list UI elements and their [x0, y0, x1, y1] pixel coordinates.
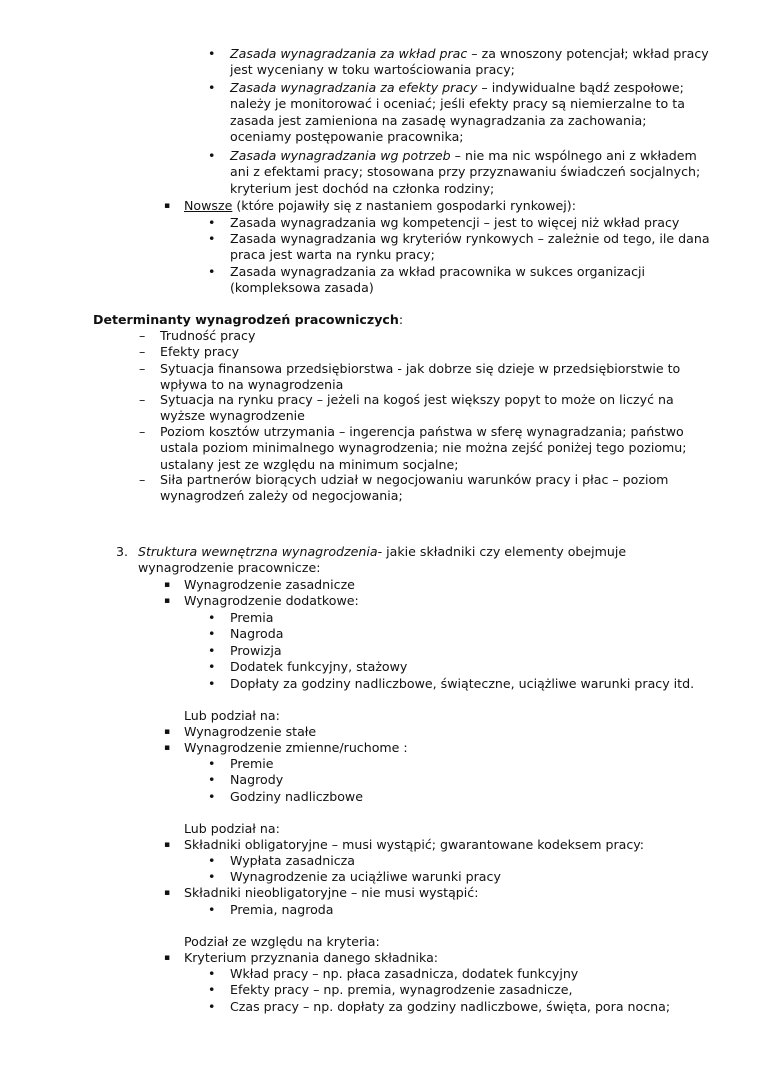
- section-3-heading: [116, 544, 658, 577]
- list-item-nowsze: [164, 198, 704, 214]
- dash-icon: –: [139, 344, 146, 359]
- item-text: Wynagrodzenie dodatkowe:: [184, 593, 359, 608]
- section-text: - jakie składniki czy elementy obejmuje wynagrodzenie pracownicze:: [138, 544, 627, 576]
- item-text: Wkład pracy – np. płaca zasadnicza, dodatek funkcyjny: [230, 966, 579, 981]
- bullet-icon: •: [208, 231, 216, 246]
- list-item: [164, 577, 704, 593]
- dash-icon: –: [139, 328, 146, 343]
- dash-icon: –: [139, 424, 146, 439]
- item-text: Wynagrodzenie stałe: [184, 724, 317, 739]
- section-term: Struktura wewnętrzna wynagrodzenia: [138, 544, 378, 559]
- item-text: Poziom kosztów utrzymania – ingerencja państwa w sferę wynagradzania; państwo ustala poziom minimalnego wynagrodzenia; nie można zejść poniżej tego poziomu; ustalany jest ze względu na minimum socjalne;: [160, 424, 687, 472]
- dash-icon: –: [139, 361, 146, 376]
- square-bullet-icon: ▪: [164, 201, 171, 211]
- subheading: Podział ze względu na kryteria:: [184, 934, 380, 949]
- list-item: [208, 966, 710, 982]
- list-item: [208, 789, 710, 805]
- item-text: Wypłata zasadnicza: [230, 853, 355, 868]
- heading-text: Determinanty wynagrodzeń pracowniczych: [93, 312, 399, 327]
- square-bullet-icon: ▪: [164, 727, 171, 737]
- item-text: Wynagrodzenie za uciążliwe warunki pracy: [230, 869, 501, 884]
- list-item: [208, 853, 710, 869]
- list-item: [208, 772, 710, 788]
- item-term: Zasada wynagradzania za wkład prac: [230, 46, 468, 61]
- list-item: [208, 902, 710, 918]
- item-text: Efekty pracy – np. premia, wynagrodzenie zasadnicze,: [230, 982, 573, 997]
- list-item: [139, 472, 700, 505]
- bullet-icon: •: [208, 869, 216, 884]
- heading-colon: :: [398, 312, 404, 327]
- list-item: [164, 593, 704, 609]
- item-text: Godziny nadliczbowe: [230, 789, 363, 804]
- item-text: Zasada wynagradzania wg kompetencji – jest to więcej niż wkład pracy: [230, 215, 680, 230]
- item-text: Nagrody: [230, 772, 284, 787]
- bullet-icon: •: [208, 46, 216, 61]
- item-text: (które pojawiły się z nastaniem gospodarki rynkowej):: [232, 198, 576, 213]
- bullet-icon: •: [208, 264, 216, 279]
- list-item: [208, 756, 710, 772]
- square-bullet-icon: ▪: [164, 596, 171, 606]
- item-term: Zasada wynagradzania za efekty pracy: [230, 80, 478, 95]
- item-text: Dopłaty za godziny nadliczbowe, świąteczne, uciążliwe warunki pracy itd.: [230, 676, 695, 691]
- list-item: [164, 740, 704, 756]
- list-item: [208, 659, 710, 675]
- item-text: Sytuacja finansowa przedsiębiorstwa - jak dobrze się dzieje w przedsiębiorstwie to wpływa to na wynagrodzenia: [160, 361, 681, 393]
- dash-icon: –: [139, 472, 146, 487]
- list-item: [208, 982, 710, 998]
- list-item: [139, 361, 700, 394]
- bullet-icon: •: [208, 853, 216, 868]
- item-text: Prowizja: [230, 643, 282, 658]
- square-bullet-icon: ▪: [164, 888, 171, 898]
- item-text: – nie ma nic wspólnego ani z wkładem ani z efektami pracy; stosowana przy przyznawaniu świadczeń socjalnych; kryterium jest dochód na członka rodziny;: [230, 148, 701, 196]
- list-item: [139, 344, 700, 360]
- item-text: Trudność pracy: [160, 328, 256, 343]
- list-item: [208, 869, 710, 885]
- item-text: Zasada wynagradzania wg kryteriów rynkowych – zależnie od tego, ile dana praca jest warta na rynku pracy;: [230, 231, 710, 263]
- bullet-icon: •: [208, 659, 216, 674]
- bullet-icon: •: [208, 999, 216, 1014]
- list-item: [208, 46, 710, 79]
- list-item: [208, 999, 710, 1015]
- item-text: Premie: [230, 756, 274, 771]
- dash-icon: –: [139, 392, 146, 407]
- subheading: Lub podział na:: [184, 708, 280, 723]
- list-item: [208, 643, 710, 659]
- item-text: Siła partnerów biorących udział w negocjowaniu warunków pracy i płac – poziom wynagrodzeń zależy od negocjowania;: [160, 472, 669, 504]
- item-text: Nagroda: [230, 626, 284, 641]
- list-item: [208, 231, 710, 264]
- item-text: Sytuacja na rynku pracy – jeżeli na kogoś jest większy popyt to może on liczyć na wyższe wynagrodzenie: [160, 392, 674, 424]
- item-text: Premia, nagroda: [230, 902, 334, 917]
- bullet-icon: •: [208, 626, 216, 641]
- item-text: Efekty pracy: [160, 344, 240, 359]
- bullet-icon: •: [208, 772, 216, 787]
- item-text: – indywidualne bądź zespołowe; należy je monitorować i oceniać; jeśli efekty pracy są niemierzalne to ta zasada jest zamieniona na zasadę wynagradzania za zachowania; oceniamy postępowanie pracownika;: [230, 80, 685, 145]
- item-text: Dodatek funkcyjny, stażowy: [230, 659, 408, 674]
- item-text: – za wnoszony potencjał; wkład pracy jest wyceniany w toku wartościowania pracy;: [230, 46, 709, 78]
- list-item: [164, 885, 704, 901]
- list-item: [208, 610, 710, 626]
- bullet-icon: •: [208, 215, 216, 230]
- bullet-icon: •: [208, 80, 216, 95]
- bullet-icon: •: [208, 676, 216, 691]
- list-item: [139, 424, 700, 473]
- item-text: Czas pracy – np. dopłaty za godziny nadliczbowe, święta, pora nocna;: [230, 999, 671, 1014]
- list-item: [208, 80, 710, 146]
- list-item: [208, 215, 710, 231]
- list-item: [208, 148, 710, 197]
- item-text: Wynagrodzenie zasadnicze: [184, 577, 355, 592]
- nowsze-label: Nowsze: [184, 198, 233, 213]
- list-item: [208, 264, 710, 297]
- subheading: Lub podział na:: [184, 821, 280, 836]
- bullet-icon: •: [208, 982, 216, 997]
- bullet-icon: •: [208, 610, 216, 625]
- list-item: [208, 676, 710, 692]
- square-bullet-icon: ▪: [164, 953, 171, 963]
- item-text: Wynagrodzenie zmienne/ruchome :: [184, 740, 408, 755]
- list-item: [164, 837, 704, 853]
- bullet-icon: •: [208, 902, 216, 917]
- square-bullet-icon: ▪: [164, 580, 171, 590]
- item-text: Premia: [230, 610, 274, 625]
- bullet-icon: •: [208, 756, 216, 771]
- bullet-icon: •: [208, 966, 216, 981]
- item-text: Składniki nieobligatoryjne – nie musi wystąpić:: [184, 885, 479, 900]
- list-item: [208, 626, 710, 642]
- determinanty-heading: [93, 312, 403, 328]
- list-item: [139, 328, 700, 344]
- list-item: [164, 724, 704, 740]
- bullet-icon: •: [208, 789, 216, 804]
- item-term: Zasada wynagradzania wg potrzeb: [230, 148, 451, 163]
- bullet-icon: •: [208, 148, 216, 163]
- square-bullet-icon: ▪: [164, 743, 171, 753]
- item-text: Zasada wynagradzania za wkład pracownika w sukces organizacji (kompleksowa zasada): [230, 264, 645, 296]
- bullet-icon: •: [208, 643, 216, 658]
- list-item: [139, 392, 700, 425]
- list-item: [164, 950, 704, 966]
- square-bullet-icon: ▪: [164, 840, 171, 850]
- section-number: 3.: [116, 544, 129, 559]
- item-text: Kryterium przyznania danego składnika:: [184, 950, 439, 965]
- item-text: Składniki obligatoryjne – musi wystąpić; gwarantowane kodeksem pracy:: [184, 837, 645, 852]
